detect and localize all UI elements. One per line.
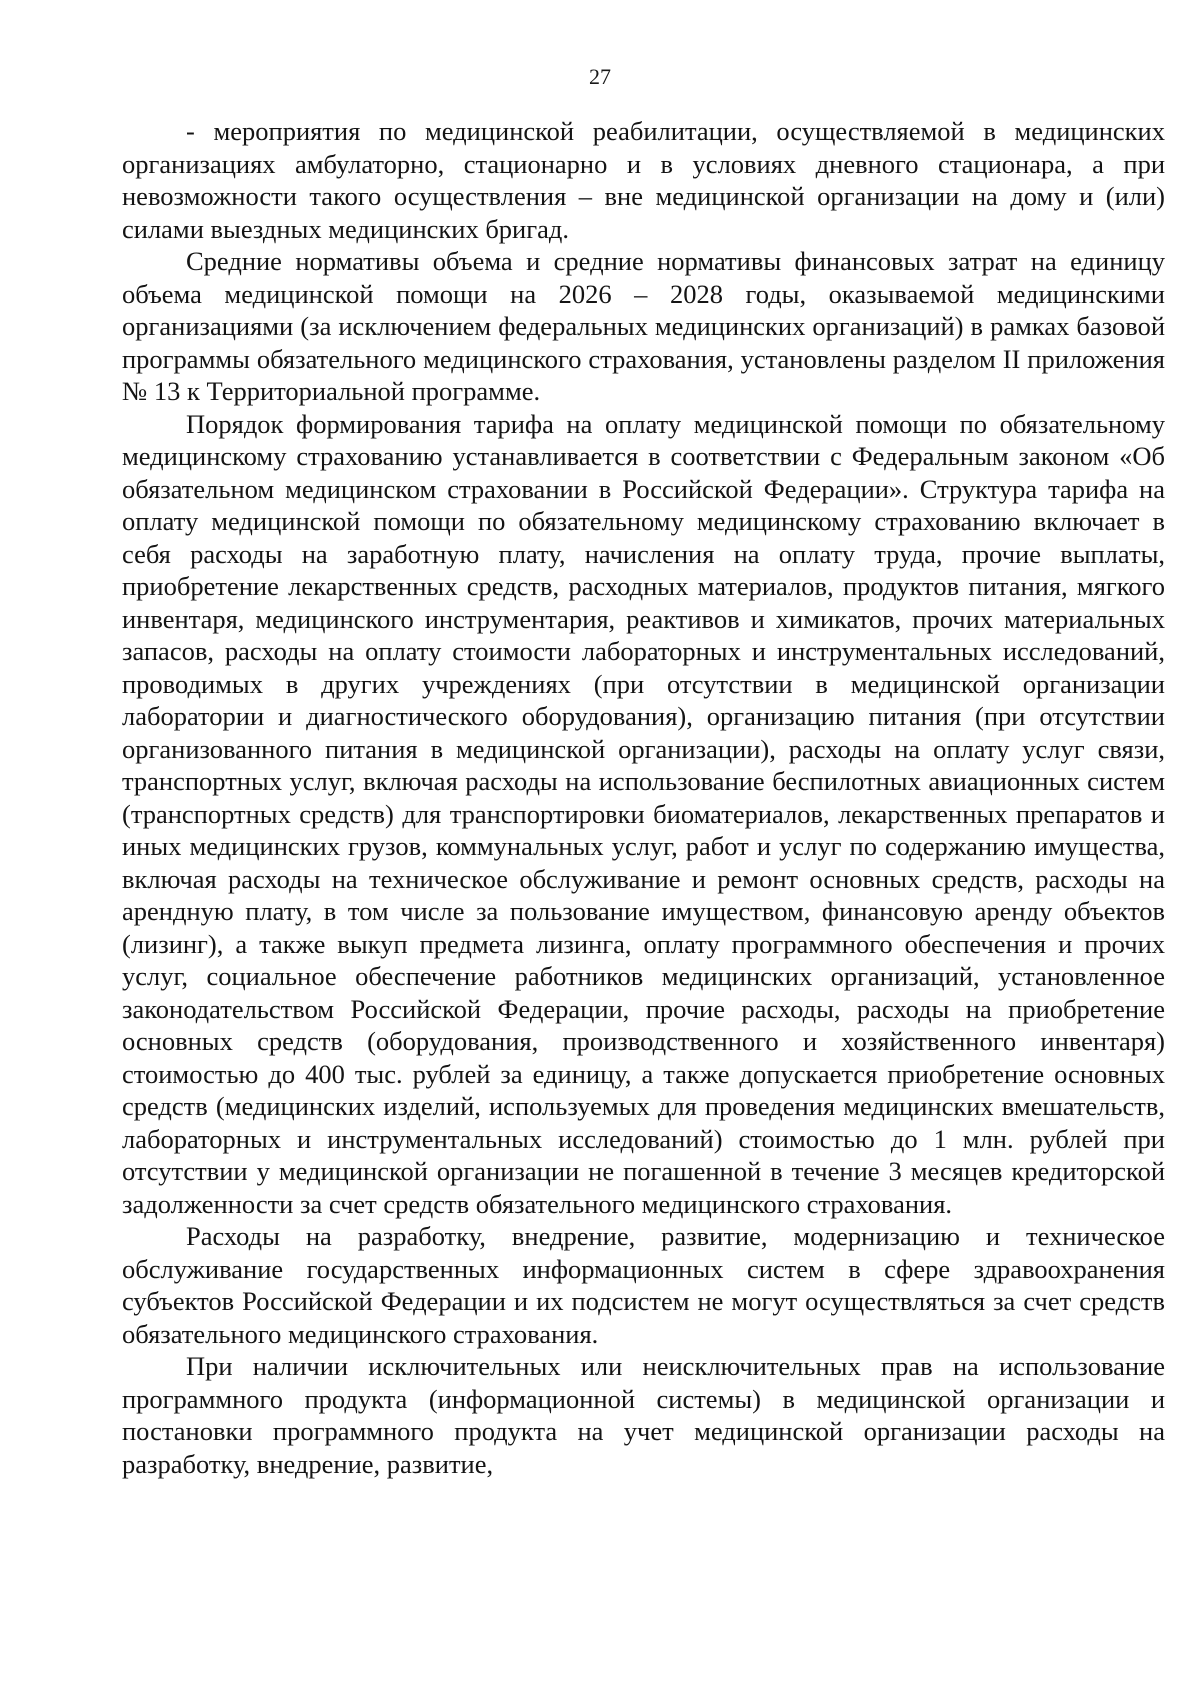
paragraph-software-rights: При наличии исключительных или неисключительных прав на использование программного продукта (информационной системы) в медицинской организации и постановки программного продукта на учет медицинской организации расходы на разработку, внедрение, развитие, — [122, 1351, 1165, 1479]
paragraph-average-norms: Средние нормативы объема и средние нормативы финансовых затрат на единицу объема медицинской помощи на 2026 – 2028 годы, оказываемой медицинскими организациями (за исключением федеральных медицинских организаций) в рамках базовой программы обязательного медицинского страхования, установлены разделом II приложения № 13 к Территориальной программе. — [122, 246, 1165, 406]
paragraph-rehabilitation: - мероприятия по медицинской реабилитации, осуществляемой в медицинских организациях амбулаторно, стационарно и в условиях дневного стационара, а при невозможности такого осуществления – вне медицинской организации на дому и (или) силами выездных медицинских бригад. — [122, 116, 1165, 244]
page-number: 27 — [589, 64, 611, 89]
paragraph-information-systems: Расходы на разработку, внедрение, развитие, модернизацию и техническое обслуживание государственных информационных систем в сфере здравоохранения субъектов Российской Федерации и их подсистем не могут осуществляться за счет средств обязательного медицинского страхования. — [122, 1221, 1165, 1349]
paragraph-tariff-structure: Порядок формирования тарифа на оплату медицинской помощи по обязательному медицинскому страхованию устанавливается в соответствии с Федеральным законом «Об обязательном медицинском страховании в Российской Федерации». Структура тарифа на оплату медицинской помощи по обязательному медицинскому страхованию включает в себя расходы на заработную плату, начисления на оплату труда, прочие выплаты, приобретение лекарственных средств, расходных материалов, продуктов питания, мягкого инвентаря, медицинского инструментария, реактивов и химикатов, прочих материальных запасов, расходы на оплату стоимости лабораторных и инструментальных исследований, проводимых в других учреждениях (при отсутствии в медицинской организации лаборатории и диагностического оборудования), организацию питания (при отсутствии организованного питания в медицинской организации), расходы на оплату услуг связи, транспортных услуг, включая расходы на использование беспилотных авиационных систем (транспортных средств) для транспортировки биоматериалов, лекарственных препаратов и иных медицинских грузов, коммунальных услуг, работ и услуг по содержанию имущества, включая расходы на техническое обслуживание и ремонт основных средств, расходы на арендную плату, в том числе за пользование имуществом, финансовую аренду объектов (лизинг), а также выкуп предмета лизинга, оплату программного обеспечения и прочих услуг, социальное обеспечение работников медицинских организаций, установленное законодательством Российской Федерации, прочие расходы, расходы на приобретение основных средств (оборудования, производственного и хозяйственного инвентаря) стоимостью до 400 тыс. рублей за единицу, а также допускается приобретение основных средств (медицинских изделий, используемых для проведения медицинских вмешательств, лабораторных и инструментальных исследований) стоимостью до 1 млн. рублей при отсутствии у медицинской организации не погашенной в течение 3 месяцев кредиторской задолженности за счет средств обязательного медицинского страхования. — [122, 408, 1165, 1219]
document-body — [122, 115, 1165, 1480]
